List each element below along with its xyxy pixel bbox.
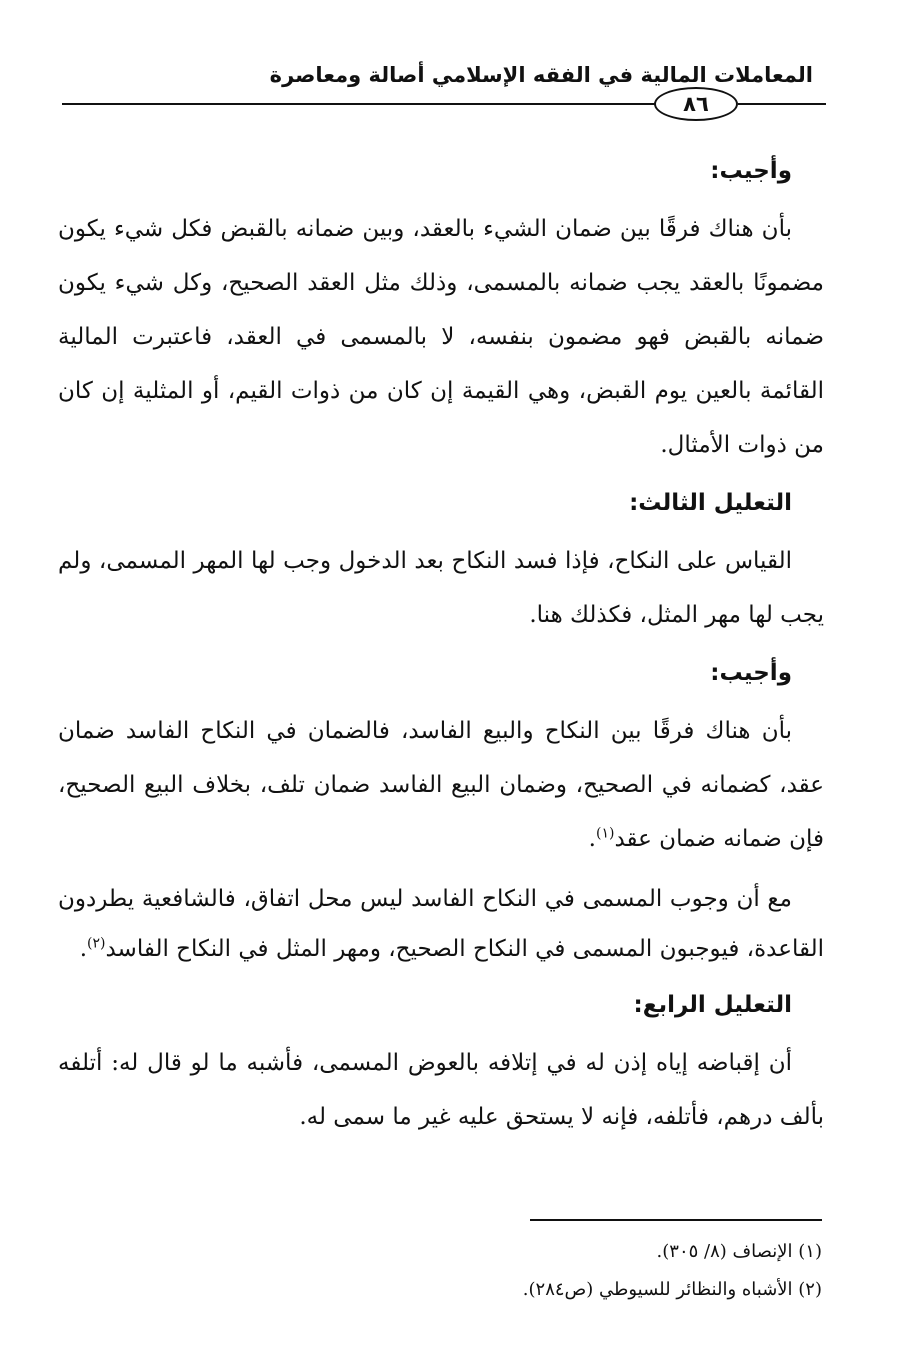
paragraph-text: أن إقباضه إياه إذن له في إتلافه بالعوض المسمى، فأشبه ما لو قال له: أتلفه بألف درهم، فأتلفه، فإنه لا يستحق عليه غير ما سمى له. [58, 1050, 824, 1130]
paragraph [58, 202, 824, 472]
paragraph-text: بأن هناك فرقًا بين ضمان الشيء بالعقد، وبين ضمانه بالقبض فكل شيء يكون مضمونًا بالعقد يجب ضمانه بالمسمى، وذلك مثل العقد الصحيح، وكل شيء يكون ضمانه بالقبض فهو مضمون بنفسه، لا بالمسمى في العقد، فاعتبرت المالية القائمة بالعين يوم القبض، وهي القيمة إن كان من ذوات القيم، أو المثلية إن كان من ذوات الأمثال. [58, 216, 824, 458]
running-title: المعاملات المالية في الفقه الإسلامي أصالة ومعاصرة [269, 63, 813, 87]
section-heading: وأجيب: [710, 158, 792, 184]
page-number-oval [654, 87, 738, 121]
paragraph [58, 874, 824, 974]
section-heading: التعليل الثالث: [629, 490, 792, 516]
header-rule-left [62, 103, 656, 105]
paragraph-end: . [79, 936, 87, 962]
section-heading: وأجيب: [710, 660, 792, 686]
footnote-rule [530, 1219, 822, 1221]
paragraph-text: بأن هناك فرقًا بين النكاح والبيع الفاسد، فالضمان في النكاح الفاسد ضمان عقد، كضمانه في الصحيح، وضمان البيع الفاسد ضمان تلف، بخلاف البيع الصحيح، فإن ضمانه ضمان عقد [58, 718, 824, 852]
footnote-ref-2[interactable]: (٢) [87, 935, 106, 952]
footnote-1: (١) الإنصاف (٨/ ٣٠٥). [656, 1241, 822, 1262]
header-rule-right [738, 103, 826, 105]
page-number: ٨٦ [683, 92, 709, 116]
paragraph [58, 534, 824, 642]
paragraph-text: مع أن وجوب المسمى في النكاح الفاسد ليس محل اتفاق، فالشافعية يطردون القاعدة، فيوجبون المسمى في النكاح الصحيح، ومهر المثل في النكاح الفاسد [58, 886, 824, 962]
section-heading: التعليل الرابع: [633, 992, 792, 1018]
paragraph-text: القياس على النكاح، فإذا فسد النكاح بعد الدخول وجب لها المهر المسمى، ولم يجب لها مهر المثل، فكذلك هنا. [58, 548, 824, 628]
footnote-2: (٢) الأشباه والنظائر للسيوطي (ص٢٨٤). [522, 1279, 822, 1300]
paragraph [58, 704, 824, 866]
footnotes [300, 1233, 822, 1309]
paragraph-end: . [588, 826, 596, 852]
footnote-ref-1[interactable]: (١) [595, 825, 615, 842]
paragraph [58, 1036, 824, 1144]
main-text [58, 148, 824, 1152]
